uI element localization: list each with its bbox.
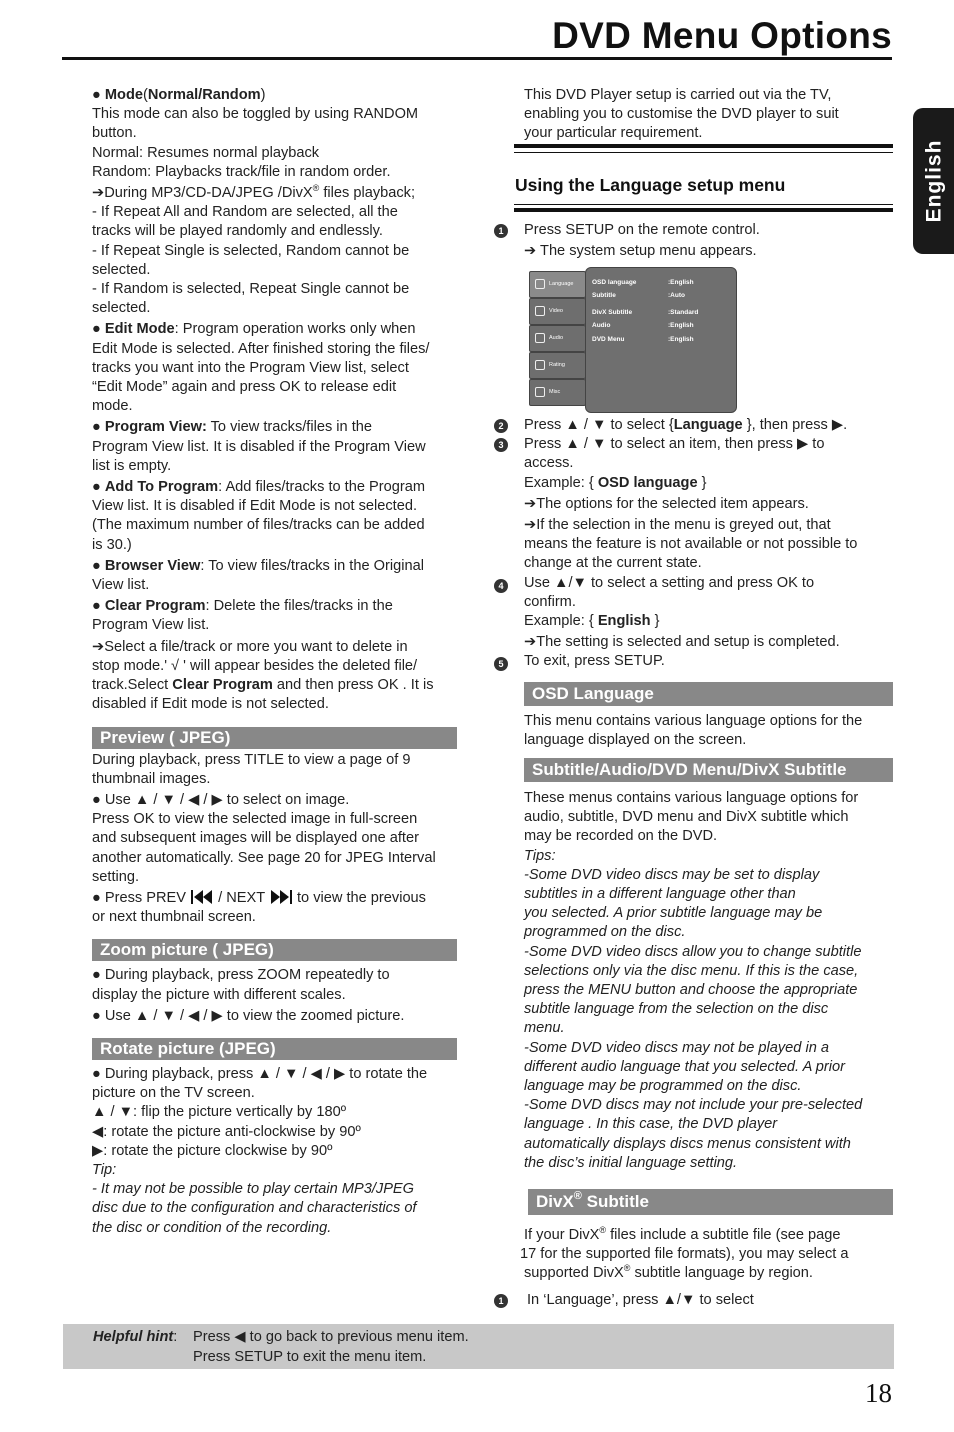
menu-button-misc (529, 379, 586, 406)
text-line: your particular requirement. (524, 125, 703, 142)
menu-row-key: Subtitle (592, 292, 616, 299)
section-title: Using the Language setup menu (515, 175, 786, 195)
divx-line-3 (524, 1264, 894, 1283)
bullet-icon: ● (92, 1007, 101, 1024)
arrow-icon: ➔ (524, 495, 537, 512)
text-line: language displayed on the screen. (524, 732, 747, 749)
text-part: Press ▲ / ▼ to select { (524, 417, 674, 433)
mode-heading: ● Mode(Normal/Random) (92, 87, 266, 103)
divx-heading-text: DivX (536, 1192, 574, 1211)
mp3-text: During MP3/CD-DA/JPEG /DivX (104, 185, 313, 202)
registered-mark: ® (573, 1190, 582, 1202)
bullet-icon: ● (92, 557, 101, 574)
text-part: }, then press ▶. (742, 417, 848, 433)
menu-row-key: DivX Subtitle (592, 309, 633, 316)
bullet-icon: ● (92, 889, 101, 906)
step-number: 4 (494, 579, 508, 593)
step-3: Press ▲ / ▼ to select an item, then press ▶ to (524, 436, 825, 453)
section-rule-top (514, 144, 893, 148)
greyed-line (524, 516, 894, 535)
text-line: picture on the TV screen. (92, 1085, 255, 1102)
step-number: 1 (494, 1294, 508, 1308)
menu-row-value: :Auto (668, 292, 685, 299)
text-line: selected. (92, 261, 151, 278)
clear-program-line (92, 597, 462, 616)
text-line: enabling you to customise the DVD player to suit (524, 106, 839, 123)
text-line: Normal: Resumes normal playback (92, 144, 320, 161)
text-line: This mode can also be toggled by using RANDOM (92, 106, 419, 123)
step-1-sub (524, 242, 894, 261)
tip-line: subtitles in a different language other than (524, 886, 796, 903)
tip-line: - It may not be possible to play certain MP3/JPEG (92, 1181, 415, 1198)
step-number: 3 (494, 438, 508, 452)
zoom-line (92, 966, 462, 985)
menu-row-value: :English (668, 322, 694, 329)
text-line: ▲ / ▼: flip the picture vertically by 180º (92, 1104, 347, 1121)
tip-line: automatically displays discs menus consistent with (524, 1135, 851, 1152)
rotate-text: During playback, press ▲ / ▼ / ◀ / ▶ to rotate the (104, 1065, 428, 1082)
text-line: This menu contains various language options for the (524, 713, 863, 729)
misc-icon (535, 387, 545, 397)
text-part: Example: { (524, 613, 598, 630)
text-line: This DVD Player setup is carried out via the TV, (524, 87, 832, 103)
menu-settings-panel (585, 267, 737, 413)
preview-use-line (92, 791, 462, 810)
text-line: stop mode.' √ ' will appear besides the deleted file/ (92, 657, 418, 674)
arrow-icon: ➔ (524, 634, 537, 651)
text-line: confirm. (524, 593, 576, 610)
text-line: - If Random is selected, Repeat Single cannot be (92, 281, 410, 298)
divx-heading-text: Subtitle (581, 1192, 649, 1211)
text-line: selected. (92, 300, 151, 317)
bullet-icon: ● (92, 479, 101, 496)
menu-button-video (529, 298, 586, 325)
menu-row-value: :English (668, 336, 694, 343)
browser-view-line (92, 557, 462, 576)
page-title: DVD Menu Options (552, 15, 892, 56)
bullet-icon: ● (92, 791, 101, 808)
rotate-heading: Rotate picture (JPEG) (92, 1038, 457, 1060)
bullet-icon: ● (92, 419, 101, 436)
rotate-line (92, 1065, 462, 1084)
text-line: another automatically. See page 20 for JPEG Interval (92, 849, 436, 866)
hint-line-1 (193, 1328, 469, 1347)
divx-line-1 (524, 1226, 894, 1245)
browser-view-text: : To view files/tracks in the Original (200, 557, 424, 574)
text-part: and then press OK . It is (272, 677, 434, 694)
tip-line: -Some DVD discs may not include your pre-selected (524, 1097, 863, 1114)
edit-mode-text: : Program operation works only when (174, 321, 416, 338)
text-part-bold: Language (673, 417, 743, 433)
tip-line: -Some DVD video discs allow you to change subtitle (524, 943, 862, 960)
menu-button-label: Misc (549, 389, 561, 395)
mode-values: Normal/Random (147, 87, 261, 103)
subtitle-audio-heading: Subtitle/Audio/DVD Menu/DivX Subtitle (524, 758, 893, 782)
mp3-line (92, 184, 462, 203)
zoom-heading: Zoom picture ( JPEG) (92, 939, 457, 961)
text-line: change at the current state. (524, 555, 702, 572)
text-line: list is empty. (92, 457, 172, 474)
menu-button-label: Audio (549, 335, 564, 341)
text-line: Random: Playbacks track/file in random order. (92, 163, 391, 180)
text-line: may be recorded on the DVD. (524, 828, 718, 845)
edit-mode-label: Edit Mode (104, 321, 175, 338)
text-line: Press OK to view the selected image in full-screen (92, 811, 418, 828)
tip-line: language may be programmed on the disc. (524, 1078, 802, 1095)
select-text: Select a file/track or more you want to delete in (104, 638, 408, 655)
tip-line: language . In this case, the DVD player (524, 1116, 778, 1133)
menu-row-value: :English (668, 279, 694, 286)
prev-next-line (92, 889, 462, 908)
menu-button-label: Language (549, 281, 574, 287)
browser-view-label: Browser View (104, 557, 201, 574)
divx-subtitle-heading (528, 1189, 893, 1215)
language-tab-label: English (921, 139, 945, 223)
text-line: and subsequent images will be displayed one after (92, 830, 419, 847)
menu-row-key: OSD language (592, 279, 637, 286)
add-to-program-label: Add To Program (104, 479, 219, 496)
text-line: Program View list. It is disabled if the Program View (92, 438, 426, 455)
options-line (524, 495, 894, 514)
step-number: 1 (494, 224, 508, 238)
text-line: Program View list. (92, 617, 210, 634)
greyed-text: If the selection in the menu is greyed out, that (536, 517, 831, 534)
text-part-bold: OSD language (597, 474, 698, 491)
program-view-label: Program View: (104, 419, 207, 436)
zoom-use-line (92, 1007, 462, 1026)
osd-language-heading: OSD Language (524, 682, 893, 706)
text-part: to view the previous (292, 889, 426, 906)
step-5: To exit, press SETUP. (524, 653, 665, 670)
registered-mark: ® (599, 1225, 607, 1235)
lock-icon (535, 360, 545, 370)
text-line: View list. (92, 577, 150, 594)
hint-line-2: Press SETUP to exit the menu item. (193, 1349, 427, 1365)
language-tab (913, 108, 954, 254)
tips-label: Tips: (524, 847, 556, 864)
language-icon (535, 279, 545, 289)
text-part: If your DivX (524, 1227, 600, 1243)
example-1 (524, 474, 894, 493)
text-line: display the picture with different scales. (92, 986, 346, 1003)
program-view-text: To view tracks/files in the (206, 419, 373, 436)
zoom-text: During playback, press ZOOM repeatedly to (104, 967, 390, 984)
text-part: Press (193, 1329, 235, 1345)
text-line: setting. (92, 868, 140, 885)
add-to-program-text: : Add files/tracks to the Program (218, 479, 425, 496)
mp3-text-end: files playback; (319, 185, 416, 202)
left-column (92, 86, 462, 1238)
divx-subtitle-text (520, 1225, 894, 1284)
text-part-bold: English (597, 613, 651, 630)
text-part: files include a subtitle file (see page (606, 1227, 841, 1243)
menu-row-value: :Standard (668, 309, 699, 316)
menu-row-key: DVD Menu (592, 336, 625, 343)
menu-button-label: Video (549, 308, 563, 314)
tip-line: the disc or condition of the recording. (92, 1219, 332, 1236)
text-part: Press PREV (104, 889, 191, 906)
menu-button-language (529, 271, 586, 298)
setup-menu-screenshot (528, 266, 736, 412)
tip-label: Tip: (92, 1161, 117, 1178)
text-line: disabled if Edit mode is not selected. (92, 696, 329, 713)
clear-program-text: : Delete the files/tracks in the (205, 598, 393, 615)
helpful-hint-box (63, 1324, 894, 1369)
step-4: Use ▲/▼ to select a setting and press OK to (524, 574, 815, 591)
menu-button-rating (529, 352, 586, 379)
arrow-icon: ➔ (92, 638, 105, 655)
text-part-bold: Clear Program (172, 677, 273, 694)
arrow-icon: ➔ (92, 185, 105, 202)
right-intro (524, 86, 894, 144)
select-line-3 (92, 676, 462, 695)
step-2 (524, 416, 894, 435)
tip-line: -Some DVD video discs may be set to display (524, 866, 820, 883)
text-part: } (650, 613, 660, 630)
text-part: supported DivX (524, 1265, 624, 1282)
left-arrow-icon: ◀ (234, 1329, 246, 1345)
step-number: 2 (494, 419, 508, 433)
osd-language-text (524, 712, 894, 750)
hint-label (93, 1328, 177, 1347)
title-rule (62, 57, 892, 60)
steps-2-5 (524, 416, 894, 672)
text-line: tracks you want into the Program View list, select (92, 359, 409, 376)
bullet-icon: ● (92, 598, 101, 615)
menu-row-key: Audio (592, 322, 611, 329)
arrow-icon: ➔ (524, 517, 537, 534)
tip-line: disc due to the configuration and characteristics of (92, 1200, 417, 1217)
options-text: The options for the selected item appears. (536, 495, 809, 512)
text-part: Example: { (524, 474, 598, 491)
add-to-program-line (92, 478, 462, 497)
text-line: “Edit Mode” again and press OK to release edit (92, 379, 397, 396)
registered-mark: ® (312, 183, 320, 194)
program-view-line (92, 418, 462, 437)
clear-program-label: Clear Program (104, 598, 206, 615)
text-line: (The maximum number of files/tracks can be added (92, 517, 425, 534)
text-part: subtitle language by region. (630, 1265, 813, 1282)
text-line: ◀: rotate the picture anti-clockwise by 90º (92, 1123, 361, 1140)
text-line: mode. (92, 398, 133, 415)
hint-colon: : (173, 1329, 178, 1345)
select-line (92, 638, 462, 657)
registered-mark: ® (623, 1263, 631, 1274)
mode-label: Mode (104, 87, 143, 103)
text-part: track.Select (92, 677, 173, 694)
tip-line: programmed on the disc. (524, 924, 686, 941)
divx-step-1: In ‘Language’, press ▲/▼ to select (527, 1292, 754, 1308)
text-line: These menus contains various language options for (524, 790, 859, 806)
text-line: Press SETUP on the remote control. (524, 222, 760, 238)
text-line: View list. It is disabled if Edit Mode is not selected. (92, 498, 418, 515)
tip-line: selections only via the disc menu. If this is the case, (524, 962, 859, 979)
speaker-icon (535, 333, 545, 343)
arrow-icon: ➔ (524, 243, 537, 260)
bullet-icon: ● (92, 1065, 101, 1082)
video-icon (535, 306, 545, 316)
tip-line: you selected. A prior subtitle language may be (524, 905, 823, 922)
text-line: or next thumbnail screen. (92, 909, 256, 926)
text-line: Edit Mode is selected. After finished storing the files/ (92, 340, 430, 357)
prev-icon (190, 889, 214, 905)
preview-use-text: Use ▲ / ▼ / ◀ / ▶ to select on image. (104, 791, 350, 808)
text-part: } (697, 474, 707, 491)
menu-button-column (528, 266, 586, 412)
next-icon (269, 889, 293, 905)
text-line: 17 for the supported file formats), you may select a (520, 1246, 849, 1263)
text-line: tracks will be played randomly and endlessly. (92, 223, 383, 240)
bullet-icon: ● (92, 87, 101, 103)
text-line: ▶: rotate the picture clockwise by 90º (92, 1142, 333, 1159)
text-line: During playback, press TITLE to view a page of 9 (92, 751, 411, 768)
text-part: / NEXT (214, 889, 269, 906)
step-1-sub-text: The system setup menu appears. (536, 243, 757, 260)
tip-line: menu. (524, 1020, 565, 1037)
hint-label-text: Helpful hint (93, 1329, 174, 1345)
text-line: button. (92, 125, 137, 142)
text-line: thumbnail images. (92, 770, 211, 787)
text-line: - If Repeat Single is selected, Random cannot be (92, 242, 410, 259)
subtitle-audio-text (524, 789, 894, 1173)
step-1 (524, 221, 894, 261)
step-number: 5 (494, 657, 508, 671)
bullet-icon: ● (92, 967, 101, 984)
tip-line: different audio language that you selected. A prior (524, 1058, 846, 1075)
completed-text: The setting is selected and setup is completed. (536, 634, 840, 651)
text-line: is 30.) (92, 536, 132, 553)
section-rule-bottom (514, 208, 893, 212)
text-line: means the feature is not available or not possible to (524, 536, 858, 553)
edit-mode-line (92, 320, 462, 339)
section-rule-bottom-thin (514, 204, 893, 205)
example-2 (524, 612, 894, 631)
tip-line: subtitle language from the selection on the disc (524, 1001, 829, 1018)
menu-button-audio (529, 325, 586, 352)
completed-line (524, 633, 894, 652)
tip-line: -Some DVD video discs may not be played in a (524, 1039, 829, 1056)
bullet-icon: ● (92, 321, 101, 338)
tip-line: press the MENU button and choose the appropriate (524, 982, 858, 999)
preview-heading: Preview ( JPEG) (92, 727, 457, 749)
menu-button-label: Rating (549, 362, 565, 368)
section-rule-top-thin (514, 152, 893, 153)
text-part: to go back to previous menu item. (245, 1329, 469, 1345)
zoom-use-text: Use ▲ / ▼ / ◀ / ▶ to view the zoomed picture. (104, 1007, 405, 1024)
text-line: audio, subtitle, DVD menu and DivX subtitle which (524, 809, 849, 826)
text-line: - If Repeat All and Random are selected, all the (92, 204, 398, 221)
tip-line: the disc’s initial language setting. (524, 1154, 738, 1171)
text-line: access. (524, 455, 574, 472)
page-number: 18 (865, 1378, 892, 1408)
